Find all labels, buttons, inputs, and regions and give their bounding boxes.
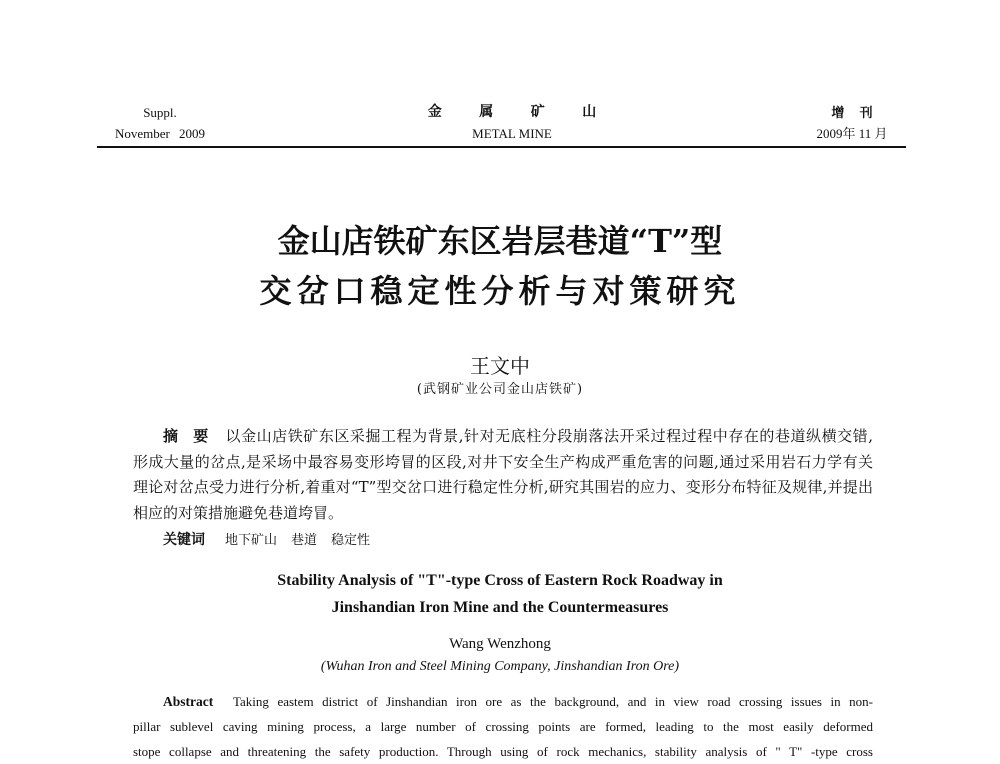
journal-name-en: METAL MINE (472, 126, 552, 141)
keywords-cn (163, 528, 663, 553)
header-center (400, 102, 624, 144)
abstract-cn-label: 摘 要 (163, 427, 209, 445)
abstract-cn-line: 形成大量的岔点,是采场中最容易变形垮冒的区段,对井下安全生产构成严重危害的问题,通过采用岩石力学有关 (133, 452, 873, 471)
title-en-line: Jinshandian Iron Mine and the Countermeasures (331, 599, 669, 616)
keyword: 稳定性 (331, 533, 371, 548)
abstract-en-text: Taking eastem district of Jinshandian iron ore as the background, and in view road crossing issues in non- (233, 694, 873, 709)
abstract-en-line (133, 689, 873, 714)
abstract-en-line: stope collapse and threatening the safety production. Through using of rock mechanics, stability analysis of " T" -type cross (133, 744, 873, 759)
abstract-en-line: pillar sublevel caving mining process, a large number of crossing points are formed, leading to the most easily deformed (133, 719, 873, 734)
abstract-cn-line (133, 424, 873, 450)
keyword: 巷道 (291, 533, 318, 548)
title-cn-line: 交岔口稳定性分析与对策研究 (259, 272, 741, 310)
author-cn: 王文中 (470, 354, 530, 378)
title-cn-line: 金山店铁矿东区岩层巷道“T”型 (277, 222, 723, 260)
issue-date-cn: 2009年 11 月 (816, 126, 888, 141)
author-en: Wang Wenzhong (449, 636, 551, 652)
title-cn (100, 216, 900, 316)
journal-name-cn: 金 属 矿 山 (427, 105, 597, 120)
abstract-en-label: Abstract (163, 694, 214, 709)
keyword: 地下矿山 (225, 533, 278, 548)
abstract-cn-text: 以金山店铁矿东区采掘工程为背景,针对无底柱分段崩落法开采过程过程中存在的巷道纵横交错, (225, 427, 873, 445)
abstract-cn (133, 424, 873, 526)
affiliation-en: (Wuhan Iron and Steel Mining Company, Jinshandian Iron Ore) (320, 659, 680, 674)
abstract-cn-line: 理论对岔点受力进行分析,着重对“T”型交岔口进行稳定性分析,研究其围岩的应力、变形分布特征及规律,并提出 (133, 478, 873, 496)
header-rule (97, 146, 906, 148)
header-right (800, 102, 904, 144)
abstract-cn-line: 相应的对策措施避免巷道垮冒。 (133, 503, 344, 522)
title-en-line: Stability Analysis of "T"-type Cross of Eastern Rock Roadway in (277, 572, 723, 589)
supplement-label: Suppl. (143, 105, 177, 120)
abstract-en (133, 689, 873, 764)
header-left (100, 102, 220, 144)
title-en (100, 567, 900, 621)
issue-date-en: November 2009 (114, 126, 206, 141)
keywords-label: 关键词 (163, 532, 205, 548)
affiliation-cn: (武钢矿业公司金山店铁矿) (416, 382, 584, 397)
supplement-label-cn: 增 刊 (831, 105, 873, 120)
